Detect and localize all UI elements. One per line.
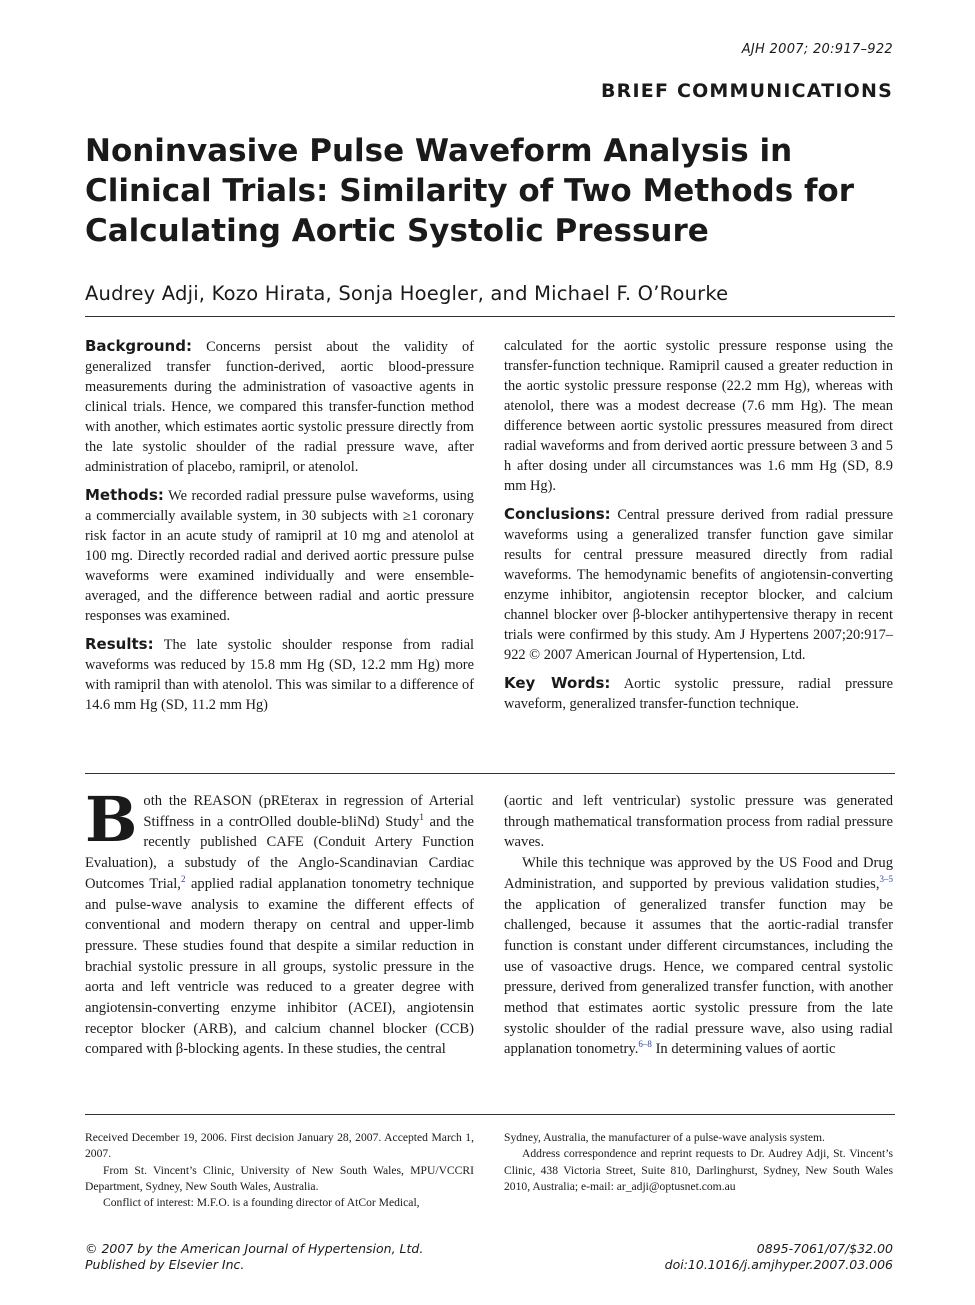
doi-link[interactable]: doi:10.1016/j.amjhyper.2007.03.006 [664, 1257, 893, 1272]
footnote-received: Received December 19, 2006. First decision January 28, 2007. Accepted March 1, 2007. [85, 1131, 474, 1161]
footnote-affiliation: From St. Vincent’s Clinic, University of New South Wales, MPU/VCCRI Department, Sydney, New South Wales, Australia. [85, 1163, 474, 1193]
drop-cap: B [85, 783, 138, 856]
footnote-conflict-cont: Sydney, Australia, the manufacturer of a pulse-wave analysis system. [504, 1131, 825, 1144]
footnote-rule [85, 1114, 895, 1115]
body-text-2c: In determining values of aortic [651, 1041, 836, 1058]
body-text-2a: While this technique was approved by the US Food and Drug Administration, and supported by previous validation studies, [504, 855, 893, 892]
abstract-results-cont [504, 336, 893, 496]
intro-text-3: applied radial applanation tonometry technique and pulse-wave analysis to examine the different effects of conventional and modern therapy on central and upper-limb pressure. These studies found that despite a similar reduction in brachial systolic pressure in all groups, systolic pressure in the aorta and left ventricle was reduced to a greater degree with angiotensin-converting enzyme inhibitor (ACEI), angiotensin receptor blocker (ARB), and calcium channel blocker (CCB) compared with β-blocking agents. In these studies, the central [85, 875, 474, 1058]
keywords-heading: Key Words: [504, 674, 611, 692]
footer-left [85, 1241, 423, 1273]
footnote-address: Address correspondence and reprint requests to Dr. Audrey Adji, St. Vincent’s Clinic, 438 Victoria Street, Suite 810, Darlinghurst, Sydney, New South Wales 2010, Australia; e-mail: ar_adji@optusnet.com.au [504, 1147, 893, 1193]
publisher-line: Published by Elsevier Inc. [85, 1257, 245, 1272]
journal-reference: AJH 2007; 20:917–922 [741, 42, 893, 57]
citation-2[interactable]: 2 [180, 873, 186, 884]
abstract-methods [85, 485, 474, 626]
issn-line: 0895-7061/07/$32.00 [756, 1241, 893, 1256]
citation-3-5[interactable]: 3–5 [879, 873, 893, 884]
results-text-right: calculated for the aortic systolic pressure response using the transfer-function technique. Ramipril caused a greater reduction in the aortic systolic pressure response (22.2 mm Hg), whereas with atenolol, there was a modest decrease (7.6 mm Hg). The mean difference between aortic systolic pressures measured from direct radial waveforms and from derived aortic pressure between 3 and 5 h after dosing under all circumstances was 1.6 mm Hg (SD, 8.9 mm Hg). [504, 338, 893, 494]
background-heading: Background: [85, 337, 192, 355]
abstract-bottom-rule [85, 773, 895, 774]
intro-text-1: oth the REASON (pREterax in regression of Arterial Stiffness in a contrOlled double-bliNd) Study [143, 793, 474, 830]
section-label: BRIEF COMMUNICATIONS [600, 80, 893, 102]
body-paragraph-2 [504, 853, 893, 1060]
citation-6-8[interactable]: 6–8 [638, 1039, 652, 1050]
abstract-background [85, 336, 474, 477]
intro-text-2: and the recently published CAFE (Conduit Artery Function Evaluation), a substudy of the Anglo-Scandinavian Cardiac Outcomes Trial, [85, 813, 474, 892]
results-heading: Results: [85, 635, 154, 653]
article-title: Noninvasive Pulse Waveform Analysis in Clinical Trials: Similarity of Two Methods for Calculating Aortic Systolic Pressure [85, 133, 855, 249]
abstract-top-rule [85, 316, 895, 317]
abstract-keywords [504, 673, 893, 714]
abstract-conclusions [504, 504, 893, 665]
footnote-conflict: Conflict of interest: M.F.O. is a founding director of AtCor Medical, [103, 1196, 420, 1210]
author-list: Audrey Adji, Kozo Hirata, Sonja Hoegler, and Michael F. O’Rourke [85, 282, 729, 305]
body-paragraph-1: (aortic and left ventricular) systolic pressure was generated through mathematical transformation process from radial pressure waves. [504, 793, 893, 851]
footnotes-left [85, 1130, 474, 1211]
citation-1[interactable]: 1 [419, 811, 424, 822]
body-left-column [85, 783, 474, 1060]
abstract-left-column [85, 336, 474, 723]
abstract-right-column [504, 336, 893, 722]
copyright-line: © 2007 by the American Journal of Hypertension, Ltd. [85, 1241, 424, 1256]
body-text-2b: the application of generalized transfer function may be challenged, because it assumes that the aortic-radial transfer function is constant under different circumstances, including the use of vasoactive drugs. Hence, we compared central systolic pressure, derived from generalized transfer function, with another method that estimates aortic systolic pressure from the late systolic shoulder of the radial pressure wave, also using radial applanation tonometry. [504, 896, 893, 1058]
footnotes-right [504, 1130, 893, 1195]
results-text-left: The late systolic shoulder response from radial waveforms was reduced by 15.8 mm Hg (SD, 12.2 mm Hg) more with ramipril than with atenolol. This was similar to a difference of 14.6 mm Hg (SD, 11.2 mm Hg) [85, 637, 474, 713]
keywords-text: Aortic systolic pressure, radial pressure waveform, generalized transfer-function technique. [504, 676, 893, 712]
intro-paragraph [85, 783, 474, 1060]
abstract-results [85, 634, 474, 715]
methods-heading: Methods: [85, 486, 164, 504]
body-right-column [504, 791, 893, 1060]
footer-right [665, 1241, 893, 1273]
methods-text: We recorded radial pressure pulse waveforms, using a commercially available system, in 30 subjects with ≥1 coronary risk factor in an acute study of ramipril at 10 mg and atenolol at 100 mg. Directly recorded radial and derived aortic pressure pulse waveforms were examined individually and were ensemble-averaged, and the difference between radial and aortic pressure responses was examined. [85, 488, 474, 624]
conclusions-text: Central pressure derived from radial pressure waveforms using a generalized transfer function gave similar results for central pressure measured directly from radial waveforms. The hemodynamic benefits of angiotensin-converting enzyme inhibitor, angiotensin receptor blocker, and calcium channel blocker over β-blocker antihypertensive therapy in recent trials were confirmed by this study. Am J Hypertens 2007;20:917–922 © 2007 American Journal of Hypertension, Ltd. [504, 507, 893, 663]
background-text: Concerns persist about the validity of generalized transfer function-derived, aortic blood-pressure measurements during the administration of vasoactive agents in clinical trials. Hence, we compared this transfer-function method with another, which estimates aortic systolic pressure directly from the late systolic shoulder of the radial pressure wave, after administration of placebo, ramipril, or atenolol. [85, 339, 474, 475]
conclusions-heading: Conclusions: [504, 505, 611, 523]
